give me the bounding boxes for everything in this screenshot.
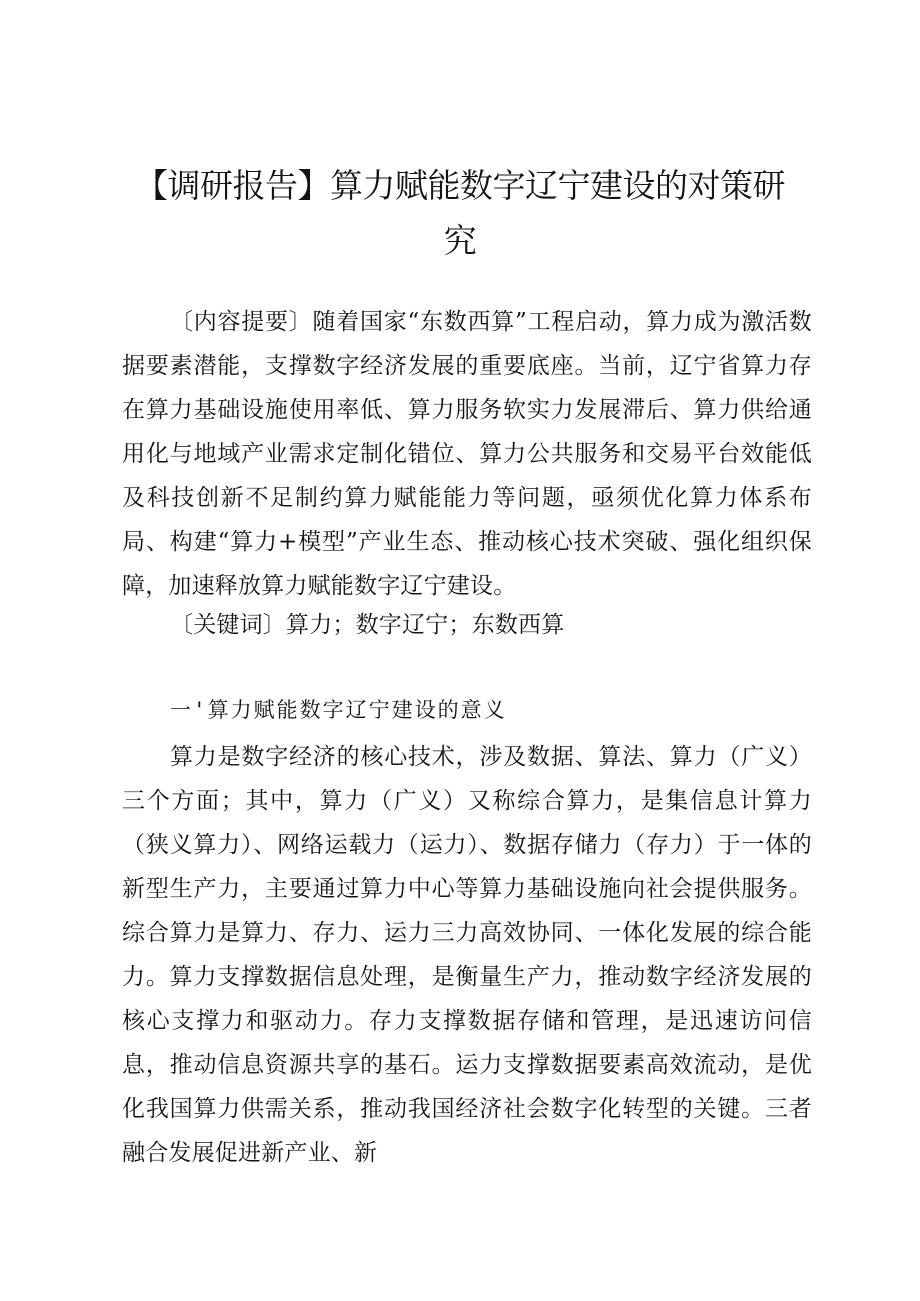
section-1-paragraph: 算力是数字经济的核心技术，涉及数据、算法、算力（广义）三个方面；其中，算力（广义）又称综合算力，是集信息计算力（狭义算力）、网络运载力（运力）、数据存储力（存力）于一体的新型生产力，主要通过算力中心等算力基础设施向社会提供服务。综合算力是算力、存力、运力三力高效协同、一体化发展的综合能力。算力支撑数据信息处理，是衡量生产力，推动数字经济发展的核心支撑力和驱动力。存力支撑数据存储和管理，是迅速访问信息，推动信息资源共享的基石。运力支撑数据要素高效流动，是优化我国算力供需关系，推动我国经济社会数字化转型的关键。三者融合发展促进新产业、新 (122, 744, 812, 1166)
document-title-line-2: 究 (443, 221, 477, 260)
abstract-paragraph: 〔内容提要〕随着国家“东数西算”工程启动，算力成为激活数据要素潜能，支撑数字经济发展的重要底座。当前，辽宁省算力存在算力基础设施使用率低、算力服务软实力发展滞后、算力供给通用化与地域产业需求定制化错位、算力公共服务和交易平台效能低及科技创新不足制约算力赋能能力等问题，亟须优化算力体系布局、构建“算力+模型”产业生态、推动核心技术突破、强化组织保障，加速释放算力赋能数字辽宁建设。 (122, 309, 812, 599)
keywords-line: 〔关键词〕算力；数字辽宁；东数西算 (170, 612, 565, 638)
section-1-heading: 一'算力赋能数字辽宁建设的意义 (170, 698, 507, 722)
document-title-line-1: 【调研报告】算力赋能数字辽宁建设的对策研 (135, 166, 785, 205)
